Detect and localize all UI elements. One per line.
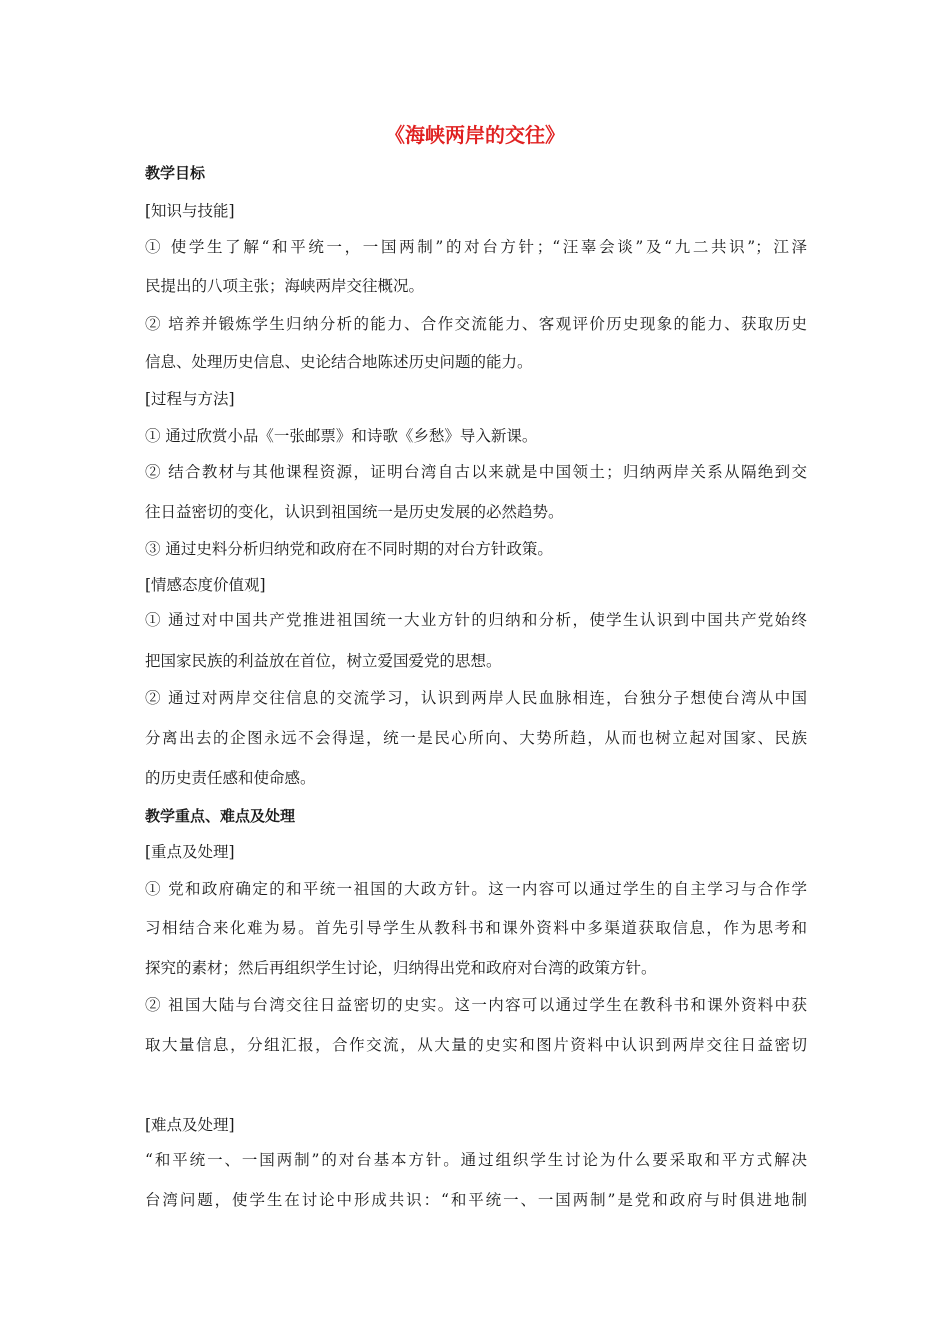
section-heading-teaching-goals: 教学目标 — [145, 164, 206, 182]
paragraph-line: 把国家民族的利益放在首位，树立爱国爱党的思想。 — [145, 652, 502, 670]
subheading-key-points-handling: [重点及处理] — [145, 843, 235, 861]
document-title: 《海峡两岸的交往》 — [385, 123, 565, 147]
subheading-difficulties-handling: [难点及处理] — [145, 1116, 235, 1134]
paragraph-line: ① 使学生了解“和平统一，一国两制”的对台方针；“汪辜会谈”及“九二共识”；江泽 — [145, 238, 807, 256]
section-heading-key-points: 教学重点、难点及处理 — [145, 807, 296, 825]
paragraph-line: 民提出的八项主张；海峡两岸交往概况。 — [145, 277, 425, 295]
subheading-emotion-values: [情感态度价值观] — [145, 576, 266, 594]
subheading-knowledge-skills: [知识与技能] — [145, 202, 235, 220]
paragraph-line: 探究的素材；然后再组织学生讨论，归纳得出党和政府对台湾的政策方针。 — [145, 959, 657, 977]
paragraph-line: ① 党和政府确定的和平统一祖国的大政方针。这一内容可以通过学生的自主学习与合作学 — [145, 880, 807, 898]
paragraph-line: “和平统一、一国两制”的对台基本方针。通过组织学生讨论为什么要采取和平方式解决 — [145, 1151, 807, 1169]
paragraph-line: 台湾问题，使学生在讨论中形成共识：“和平统一、一国两制”是党和政府与时俱进地制 — [145, 1191, 807, 1209]
subheading-process-methods: [过程与方法] — [145, 390, 235, 408]
paragraph-line: ② 培养并锻炼学生归纳分析的能力、合作交流能力、客观评价历史现象的能力、获取历史 — [145, 315, 807, 333]
paragraph-line: 信息、处理历史信息、史论结合地陈述历史问题的能力。 — [145, 353, 533, 371]
paragraph-line: 的历史责任感和使命感。 — [145, 769, 316, 787]
paragraph-line: 取大量信息，分组汇报，合作交流，从大量的史实和图片资料中认识到两岸交往日益密切 — [145, 1036, 807, 1054]
paragraph-line: ① 通过对中国共产党推进祖国统一大业方针的归纳和分析，使学生认识到中国共产党始终 — [145, 611, 807, 629]
paragraph-line: ② 结合教材与其他课程资源，证明台湾自古以来就是中国领土；归纳两岸关系从隔绝到交 — [145, 463, 807, 481]
paragraph-line: ① 通过欣赏小品《一张邮票》和诗歌《乡愁》导入新课。 — [145, 427, 538, 445]
paragraph-line: ② 通过对两岸交往信息的交流学习，认识到两岸人民血脉相连，台独分子想使台湾从中国 — [145, 689, 807, 707]
paragraph-line: ③ 通过史料分析归纳党和政府在不同时期的对台方针政策。 — [145, 540, 553, 558]
paragraph-line: ② 祖国大陆与台湾交往日益密切的史实。这一内容可以通过学生在教科书和课外资料中获 — [145, 996, 807, 1014]
paragraph-line: 分离出去的企图永远不会得逞，统一是民心所向、大势所趋，从而也树立起对国家、民族 — [145, 729, 807, 747]
paragraph-line: 往日益密切的变化，认识到祖国统一是历史发展的必然趋势。 — [145, 503, 564, 521]
paragraph-line: 习相结合来化难为易。首先引导学生从教科书和课外资料中多渠道获取信息，作为思考和 — [145, 919, 807, 937]
